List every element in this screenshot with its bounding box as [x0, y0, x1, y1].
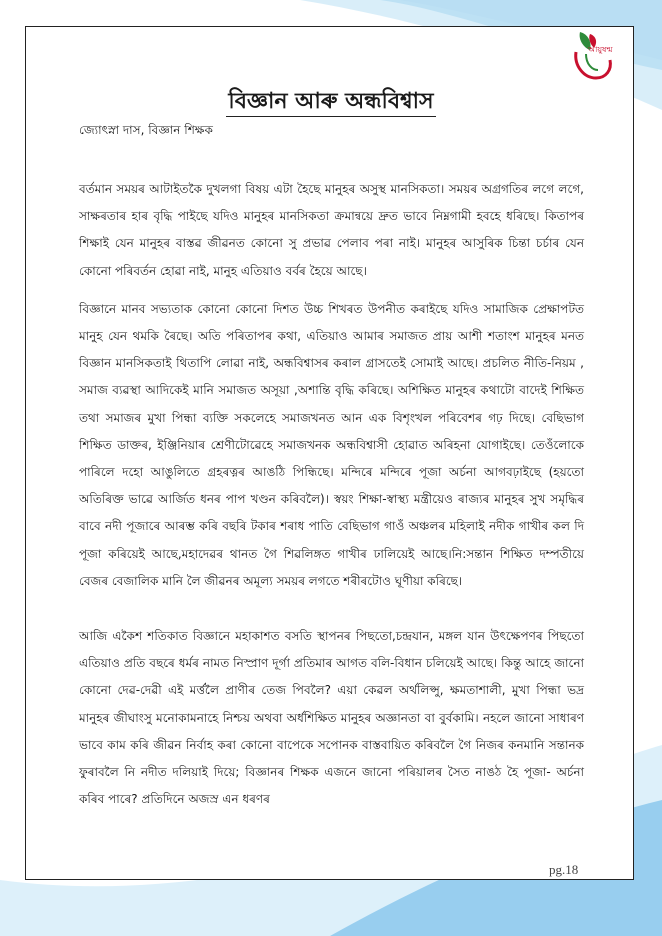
article-body — [79, 176, 584, 813]
leaf-logo-icon — [566, 28, 628, 86]
paragraph-3: আজি একৈশ শতিকাত বিজ্ঞানে মহাকাশত বসতি স্থাপনৰ পিছতো,চন্দ্ৰযান, মঙ্গল যান উৎক্ষেপণৰ পিছতো এতিয়াও প্ৰতি বছৰে ধৰ্মৰ নামত নিস্প্ৰাণ দূৰ্গা প্ৰতিমাৰ আগত বলি-বিধান চলিয়েই আছে। কিন্তু আহে জানো কোনো দেৱ-দেৱী এই মৰ্ত্তলৈ প্ৰাণীৰ তেজ পিবলৈ? এয়া কেৱল অৰ্থলিপ্সু, ক্ষমতাশালী, মুখা পিন্ধা ভদ্ৰ মানুহৰ জীঘাংসু মনোকামনাহে নিশ্চয় অথবা অৰ্ধশিক্ষিত মানুহৰ অজ্ঞানতা বা বুৰ্বকামি। নহলে জানো সাধাৰণ ভাবে কাম কৰি জীৱন নিৰ্বাহ কৰা কোনো বাপেকে সপোনক বাস্তবায়িত কৰিবলৈ গৈ নিজৰ কনমানি সন্তানক ফুৰাবলৈ নি নদীত দলিয়াই দিয়ে; বিজ্ঞানৰ শিক্ষক এজনে জানো পৰিয়ালৰ সৈত নাঙঠ হৈ পূজা- অৰ্চনা কৰিব পাৰে? প্ৰতিদিনে অজস্ৰ এন ধৰণৰ — [79, 629, 584, 807]
article-author: জ্যোৎস্না দাস, বিজ্ঞান শিক্ষক — [79, 123, 213, 137]
paragraph-2: বিজ্ঞানে মানব সভ্যতাক কোনো কোনো দিশত উচ্চ শিখৰত উপনীত কৰাইছে যদিও সামাজিক প্ৰেক্ষাপটত মানুহ যেন থমকি ৰৈছে। অতি পৰিতাপৰ কথা, এতিয়াও আমাৰ সমাজত প্ৰায় আশী শতাংশ মানুহৰ মনত বিজ্ঞান মানসিকতাই থিতাপি লোৱা নাই, অন্ধবিশ্বাসৰ কৰাল গ্ৰাসতেই সোমাই আছে। প্ৰচলিত নীতি-নিয়ম , সমাজ ব্যৱস্থা আদিকেই মানি সমাজত অসূয়া ,অশান্তি বৃদ্ধি কৰিছে। অশিক্ষিত মানুহৰ কথাটো বাদেই শিক্ষিত তথা সমাজৰ মুখা পিন্ধা ব্যক্তি সকলেহে সমাজখনত আন এক বিশৃংখল পৰিবেশৰ গঢ় দিছে। বেছিভাগ শিক্ষিত ডাক্তৰ, ইঞ্জিনিয়াৰ শ্ৰেণীটোৱেহে সমাজখনক অন্ধবিশ্বাসী হোৱাত অৰিহনা যোগাইছে। তেওঁলোকে পাৰিলে দহো আঙুলিতে গ্ৰহৰত্নৰ আঙঠি পিন্ধিছে। মন্দিৰে মন্দিৰে পূজা অৰ্চনা আগবঢ়াইছে (হয়তো অতিৰিক্ত ভাৱে আৰ্জিত ধনৰ পাপ খণ্ডন কৰিবলৈ)। স্বয়ং শিক্ষা-স্বাস্থ্য মন্ত্ৰীয়েও ৰাজ্যৰ মানুহৰ সুখ সমৃদ্ধিৰ বাবে নদী পূজাৰে আৰম্ভ কৰি বছৰি টকাৰ শৰাধ পাতি বেছিভাগ গাওঁ অঞ্চলৰ মহিলাই নদীক গাখীৰ কল দি পূজা কৰিয়েই আছে,মহাদেৱৰ থানত গৈ শিৱলিঙ্গত গাখীৰ ঢালিয়েই আছে।নি:সন্তান শিক্ষিত দম্পতীয়ে বেজৰ বেজালিক মানি লৈ জীৱনৰ অমূল্য সময়ৰ লগতে শৰীৰটোও ঘূণীয়া কৰিছে। — [79, 301, 584, 588]
logo-text: আয়ুষন্ম — [588, 45, 613, 54]
page-number: pg.18 — [549, 862, 579, 877]
paragraph-1: বৰ্তমান সময়ৰ আটাইতকৈ দুখলগা বিষয় এটা হৈছে মানুহৰ অসুস্থ মানসিকতা। সময়ৰ অগ্ৰগতিৰ লগে লগে, সাক্ষৰতাৰ হাৰ বৃদ্ধি পাইছে যদিও মানুহৰ মানসিকতা ক্ৰমান্বয়ে দ্ৰুত ভাবে নিম্নগামী হবহে ধৰিছে। কিতাপৰ শিক্ষাই যেন মানুহৰ বাস্তৱ জীৱনত কোনো সু প্ৰভাৱ পেলাব পৰা নাই। মানুহৰ আসুৰিক চিন্তা চৰ্চাৰ যেন কোনো পৰিবৰ্তন হোৱা নাই, মানুহ এতিয়াও বৰ্বৰ হৈয়ে আছে। — [79, 182, 584, 278]
article-title: বিজ্ঞান আৰু অন্ধবিশ্বাস — [0, 84, 662, 121]
